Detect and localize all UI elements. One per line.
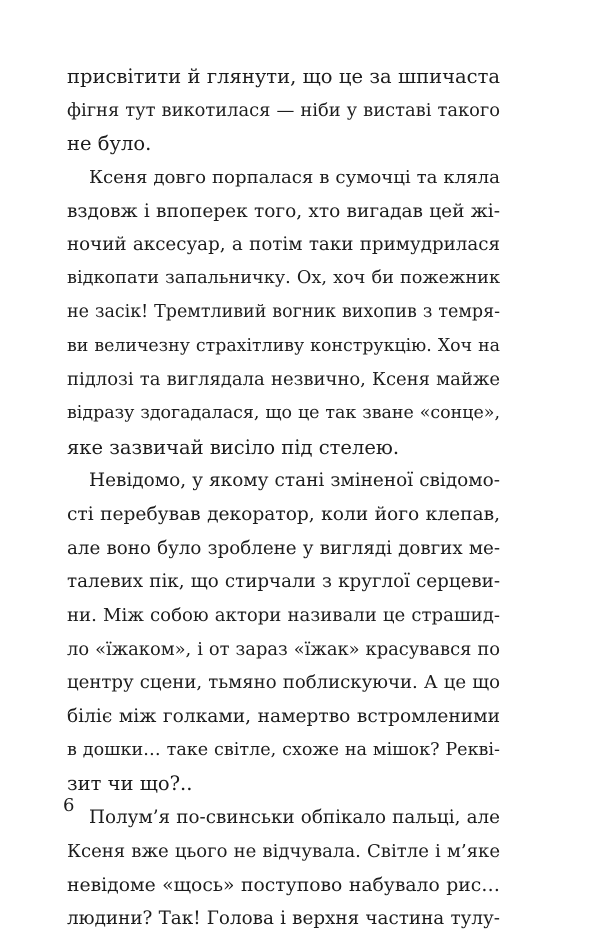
text-line: зит чи що?.. xyxy=(67,772,193,796)
text-line: вздовж і впоперек того, хто вигадав цей жі- xyxy=(67,200,500,222)
text-line: відкопати запальничку. Ох, хоч би пожежник xyxy=(67,268,500,289)
text-line: ни. Між собою актори називали це страшид- xyxy=(67,605,500,626)
text-line: відразу здогадалася, що це так зване «сонце», xyxy=(67,402,500,423)
text-line: центру сцени, тьмяно поблискуючи. А це що xyxy=(67,672,500,694)
text-line: але воно було зроблене у вигляді довгих ме- xyxy=(67,537,500,559)
text-line: не засік! Тремтливий вогник вихопив з темря- xyxy=(67,301,500,322)
paragraph-start-line: Невідомо, у якому стані зміненої свідомо- xyxy=(89,470,500,492)
text-line: людини? Так! Голова і верхня частина тулу- xyxy=(67,908,500,930)
text-line: ви величезну страхітливу конструкцію. Хоч на xyxy=(67,335,500,356)
text-line: сті перебував декоратор, коли його клепав, xyxy=(67,503,500,525)
text-line: біліє між голками, намертво встромленими xyxy=(67,706,500,728)
text-line: талевих пік, що стирчали з круглої серцеви- xyxy=(67,571,500,593)
paragraph-start-line: Полум’я по-свинськи обпікало пальці, але xyxy=(89,807,500,829)
text-line: Ксеня вже цього не відчувала. Світле і м’яке xyxy=(67,840,500,862)
body-text xyxy=(67,60,500,936)
text-line: ло «їжаком», і от зараз «їжак» красувався по xyxy=(67,638,500,660)
paragraph-start-line: Ксеня довго порпалася в сумочці та кляла xyxy=(89,167,500,189)
text-line: не було. xyxy=(67,132,152,156)
text-line: яке зазвичай висіло під стелею. xyxy=(67,435,400,459)
text-line: ночий аксесуар, а потім таки примудрилася xyxy=(67,234,500,256)
text-line: в дошки… таке світле, схоже на мішок? Рекві- xyxy=(67,739,500,760)
text-line: невідоме «щось» поступово набувало рис… xyxy=(67,874,500,896)
text-line: підлозі та виглядала незвично, Ксеня майже xyxy=(67,369,500,391)
text-line: присвітити й глянути, що це за шпичаста xyxy=(67,65,500,88)
page-number: 6 xyxy=(63,795,75,816)
text-line: фігня тут викотилася — ніби у виставі такого xyxy=(67,99,500,121)
